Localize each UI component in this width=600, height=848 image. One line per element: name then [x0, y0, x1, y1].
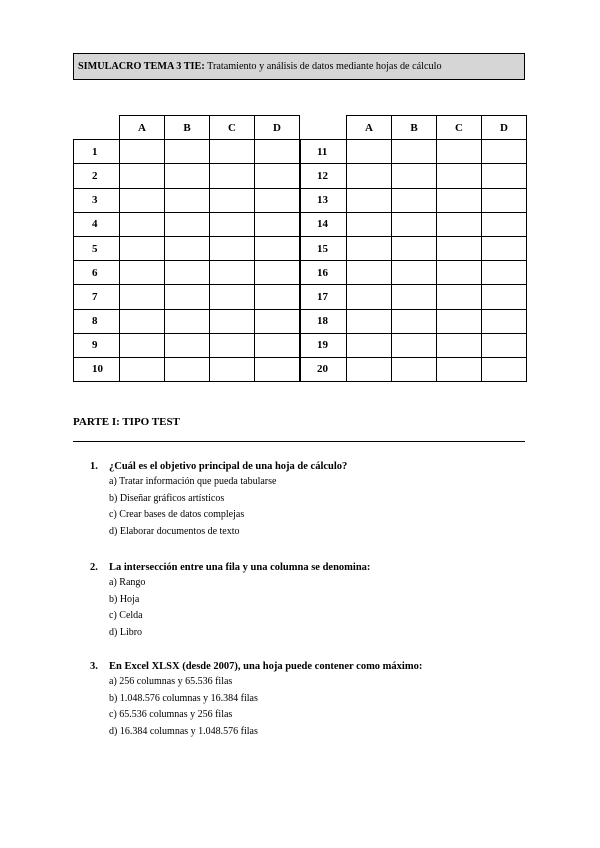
- option-d[interactable]: d) Libro: [109, 626, 143, 638]
- answer-cell[interactable]: [482, 333, 527, 357]
- grid-column-header: A: [120, 116, 165, 140]
- grid-corner: [301, 116, 347, 140]
- grid-row-number: 8: [74, 309, 120, 333]
- answer-cell[interactable]: [437, 236, 482, 260]
- question-text: ¿Cuál es el objetivo principal de una hoja de cálculo?: [109, 461, 348, 472]
- answer-cell[interactable]: [392, 236, 437, 260]
- answer-cell[interactable]: [165, 261, 210, 285]
- question-number: 3.: [90, 661, 98, 672]
- question-3: [90, 660, 422, 740]
- answer-cell[interactable]: [120, 261, 165, 285]
- answer-cell[interactable]: [210, 140, 255, 164]
- answer-cell[interactable]: [165, 236, 210, 260]
- grid-row: [74, 357, 300, 381]
- grid-row: [301, 261, 527, 285]
- answer-cell[interactable]: [255, 261, 300, 285]
- answer-cell[interactable]: [210, 261, 255, 285]
- answer-cell[interactable]: [482, 357, 527, 381]
- grid-column-header: A: [347, 116, 392, 140]
- answer-cell[interactable]: [210, 285, 255, 309]
- answer-cell[interactable]: [437, 285, 482, 309]
- answer-cell[interactable]: [482, 212, 527, 236]
- grid-row-number: 12: [301, 164, 347, 188]
- answer-cell[interactable]: [210, 212, 255, 236]
- answer-cell[interactable]: [347, 212, 392, 236]
- answer-cell[interactable]: [437, 164, 482, 188]
- grid-column-header: B: [165, 116, 210, 140]
- option-d[interactable]: d) 16.384 columnas y 1.048.576 filas: [109, 725, 258, 737]
- grid-row: [74, 309, 300, 333]
- section-divider: [73, 441, 525, 442]
- answer-cell[interactable]: [120, 164, 165, 188]
- grid-row-number: 2: [74, 164, 120, 188]
- grid-row-number: 10: [74, 357, 120, 381]
- answer-cell[interactable]: [482, 236, 527, 260]
- answer-cell[interactable]: [437, 357, 482, 381]
- answer-cell[interactable]: [392, 140, 437, 164]
- grid-row: [301, 164, 527, 188]
- answer-cell[interactable]: [165, 357, 210, 381]
- option-a[interactable]: a) 256 columnas y 65.536 filas: [109, 676, 233, 687]
- answer-cell[interactable]: [255, 309, 300, 333]
- answer-cell[interactable]: [482, 188, 527, 212]
- answer-cell[interactable]: [392, 357, 437, 381]
- answer-cell[interactable]: [437, 261, 482, 285]
- grid-column-header: D: [482, 116, 527, 140]
- answer-cell[interactable]: [347, 164, 392, 188]
- answer-cell[interactable]: [120, 309, 165, 333]
- answer-cell[interactable]: [255, 188, 300, 212]
- answer-cell[interactable]: [255, 357, 300, 381]
- option-b[interactable]: b) Hoja: [109, 593, 140, 605]
- grid-column-header: D: [255, 116, 300, 140]
- exam-header: [73, 53, 525, 80]
- answer-cell[interactable]: [255, 164, 300, 188]
- option-b[interactable]: b) 1.048.576 columnas y 16.384 filas: [109, 692, 258, 704]
- exam-subject: Tratamiento y análisis de datos mediante hojas de cálculo: [207, 61, 442, 72]
- answer-cell[interactable]: [120, 236, 165, 260]
- grid-column-header: B: [392, 116, 437, 140]
- answer-cell[interactable]: [255, 140, 300, 164]
- answer-cell[interactable]: [255, 333, 300, 357]
- answer-cell[interactable]: [165, 333, 210, 357]
- question-2: [90, 561, 370, 641]
- grid-row: [74, 188, 300, 212]
- answer-cell[interactable]: [120, 188, 165, 212]
- option-b[interactable]: b) Diseñar gráficos artísticos: [109, 492, 225, 504]
- grid-row: [301, 236, 527, 260]
- grid-row: [301, 212, 527, 236]
- exam-code: SIMULACRO TEMA 3 TIE:: [78, 61, 205, 72]
- answer-cell[interactable]: [482, 309, 527, 333]
- section-title: PARTE I: TIPO TEST: [73, 416, 180, 428]
- grid-row: [301, 188, 527, 212]
- grid-row: [74, 236, 300, 260]
- option-a[interactable]: a) Tratar información que pueda tabularse: [109, 476, 277, 487]
- answer-cell[interactable]: [392, 188, 437, 212]
- answer-cell[interactable]: [255, 212, 300, 236]
- grid-column-header: C: [437, 116, 482, 140]
- answer-cell[interactable]: [347, 309, 392, 333]
- option-d[interactable]: d) Elaborar documentos de texto: [109, 525, 240, 537]
- grid-row-number: 3: [74, 188, 120, 212]
- grid-row-number: 16: [301, 261, 347, 285]
- answer-cell[interactable]: [165, 140, 210, 164]
- grid-row: [74, 285, 300, 309]
- grid-row-number: 17: [301, 285, 347, 309]
- grid-row-number: 13: [301, 188, 347, 212]
- answer-cell[interactable]: [482, 140, 527, 164]
- answer-cell[interactable]: [210, 188, 255, 212]
- answer-grid-left: [73, 115, 300, 382]
- grid-row: [301, 357, 527, 381]
- answer-cell[interactable]: [120, 357, 165, 381]
- answer-cell[interactable]: [482, 164, 527, 188]
- answer-cell[interactable]: [165, 212, 210, 236]
- answer-cell[interactable]: [392, 333, 437, 357]
- answer-cell[interactable]: [165, 309, 210, 333]
- grid-row: [301, 309, 527, 333]
- grid-row-number: 18: [301, 309, 347, 333]
- answer-cell[interactable]: [210, 357, 255, 381]
- grid-column-header: C: [210, 116, 255, 140]
- grid-row: [301, 333, 527, 357]
- answer-cell[interactable]: [437, 212, 482, 236]
- question-text: En Excel XLSX (desde 2007), una hoja puede contener como máximo:: [109, 661, 423, 672]
- grid-row-number: 4: [74, 212, 120, 236]
- grid-row-number: 6: [74, 261, 120, 285]
- grid-row-number: 5: [74, 236, 120, 260]
- answer-cell[interactable]: [347, 333, 392, 357]
- grid-row: [301, 140, 527, 164]
- answer-cell[interactable]: [120, 212, 165, 236]
- answer-cell[interactable]: [165, 188, 210, 212]
- answer-cell[interactable]: [437, 140, 482, 164]
- answer-cell[interactable]: [392, 261, 437, 285]
- answer-cell[interactable]: [347, 140, 392, 164]
- option-c[interactable]: c) 65.536 columnas y 256 filas: [109, 709, 233, 720]
- grid-row-number: 7: [74, 285, 120, 309]
- grid-row-number: 9: [74, 333, 120, 357]
- grid-row-number: 11: [301, 140, 347, 164]
- question-text: La intersección entre una fila y una columna se denomina:: [109, 562, 371, 573]
- grid-row: [301, 285, 527, 309]
- grid-row: [74, 261, 300, 285]
- answer-cell[interactable]: [255, 285, 300, 309]
- grid-row-number: 20: [301, 357, 347, 381]
- answer-cell[interactable]: [210, 164, 255, 188]
- question-number: 1.: [90, 461, 98, 472]
- grid-corner: [74, 116, 120, 140]
- answer-cell[interactable]: [482, 261, 527, 285]
- answer-cell[interactable]: [437, 333, 482, 357]
- answer-cell[interactable]: [165, 164, 210, 188]
- option-c[interactable]: c) Celda: [109, 610, 143, 621]
- option-c[interactable]: c) Crear bases de datos complejas: [109, 509, 245, 520]
- grid-row-number: 15: [301, 236, 347, 260]
- option-a[interactable]: a) Rango: [109, 577, 146, 588]
- answer-cell[interactable]: [392, 285, 437, 309]
- answer-cell[interactable]: [347, 357, 392, 381]
- answer-cell[interactable]: [210, 309, 255, 333]
- answer-cell[interactable]: [255, 236, 300, 260]
- answer-cell[interactable]: [347, 261, 392, 285]
- grid-row-number: 14: [301, 212, 347, 236]
- answer-cell[interactable]: [347, 285, 392, 309]
- grid-row: [74, 140, 300, 164]
- answer-cell[interactable]: [120, 285, 165, 309]
- answer-cell[interactable]: [347, 188, 392, 212]
- answer-cell[interactable]: [165, 285, 210, 309]
- answer-cell[interactable]: [210, 236, 255, 260]
- answer-cell[interactable]: [482, 285, 527, 309]
- answer-cell[interactable]: [392, 212, 437, 236]
- answer-grid-right: [300, 115, 527, 382]
- question-number: 2.: [90, 562, 98, 573]
- grid-row: [74, 164, 300, 188]
- answer-cell[interactable]: [210, 333, 255, 357]
- grid-row: [74, 212, 300, 236]
- answer-cell[interactable]: [120, 333, 165, 357]
- grid-row-number: 19: [301, 333, 347, 357]
- answer-cell[interactable]: [347, 236, 392, 260]
- answer-cell[interactable]: [392, 164, 437, 188]
- grid-row: [74, 333, 300, 357]
- grid-row-number: 1: [74, 140, 120, 164]
- answer-cell[interactable]: [437, 309, 482, 333]
- answer-cell[interactable]: [437, 188, 482, 212]
- question-1: [90, 460, 347, 540]
- answer-cell[interactable]: [392, 309, 437, 333]
- answer-cell[interactable]: [120, 140, 165, 164]
